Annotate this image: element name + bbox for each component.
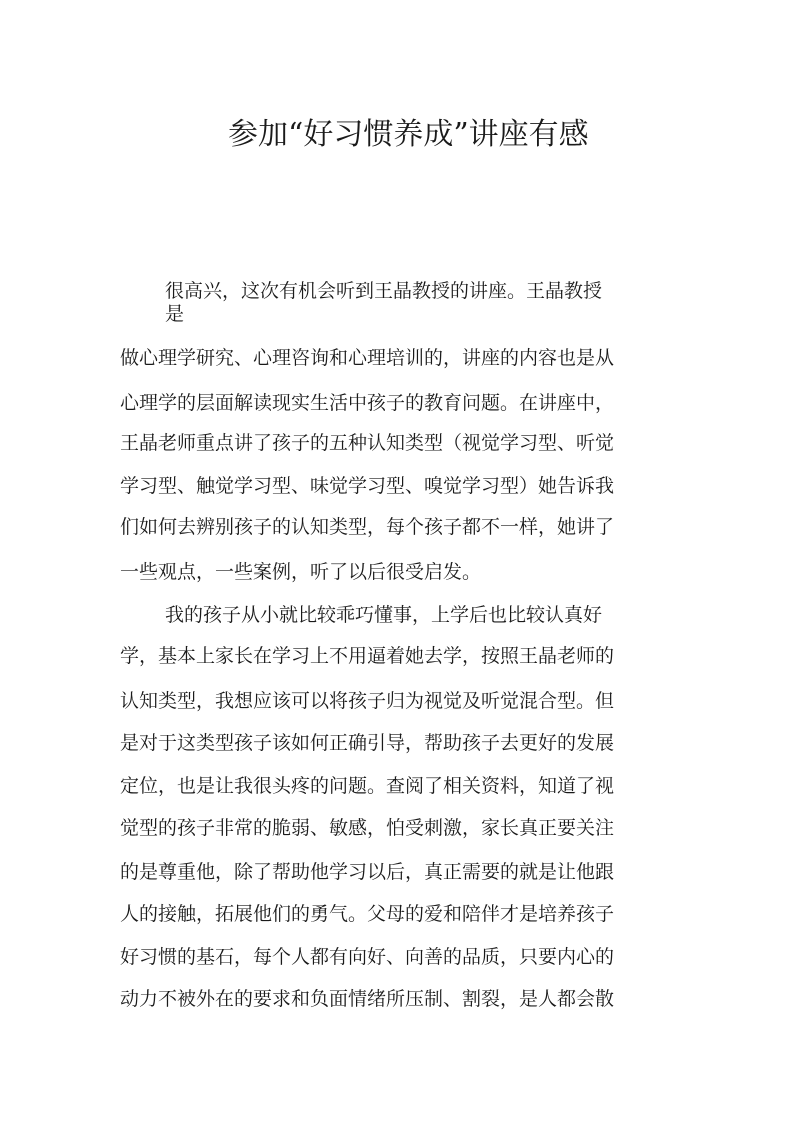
- paragraph-2-line: 学，基本上家长在学习上不用逼着她去学，按照王晶老师的: [120, 645, 615, 667]
- paragraph-2-line: 觉型的孩子非常的脆弱、敏感，怕受刺激，家长真正要关注: [120, 817, 615, 839]
- paragraph-2-line: 好习惯的基石，每个人都有向好、向善的品质，只要内心的: [120, 946, 615, 968]
- paragraph-2-first-line: 我的孩子从小就比较乖巧懂事，上学后也比较认真好: [165, 604, 603, 626]
- paragraph-2-line: 动力不被外在的要求和负面情绪所压制、割裂，是人都会散: [120, 988, 615, 1010]
- paragraph-1-line: 们如何去辨别孩子的认知类型，每个孩子都不一样，她讲了: [120, 516, 615, 538]
- paragraph-2-line: 人的接触，拓展他们的勇气。父母的爱和陪伴才是培养孩子: [120, 903, 615, 925]
- paragraph-1-line: 学习型、触觉学习型、味觉学习型、嗅觉学习型）她告诉我: [120, 475, 615, 497]
- paragraph-2-line: 是对于这类型孩子该如何正确引导，帮助孩子去更好的发展: [120, 732, 615, 754]
- paragraph-1-first-line-tail: 是: [165, 303, 185, 325]
- paragraph-1-line: 王晶老师重点讲了孩子的五种认知类型（视觉学习型、听觉: [120, 432, 615, 454]
- document-title: 参加“好习惯养成”讲座有感: [228, 117, 589, 152]
- paragraph-2-line: 认知类型，我想应该可以将孩子归为视觉及听觉混合型。但: [120, 690, 615, 712]
- paragraph-1-line: 心理学的层面解读现实生活中孩子的教育问题。在讲座中，: [120, 392, 615, 414]
- paragraph-1-first-line: 很高兴，这次有机会听到王晶教授的讲座。王晶教授: [165, 280, 603, 302]
- paragraph-2-line: 的是尊重他，除了帮助他学习以后，真正需要的就是让他跟: [120, 861, 615, 883]
- paragraph-1-line: 一些观点，一些案例，听了以后很受启发。: [120, 561, 482, 583]
- paragraph-1-line: 做心理学研究、心理咨询和心理培训的，讲座的内容也是从: [120, 347, 615, 369]
- paragraph-2-line: 定位，也是让我很头疼的问题。查阅了相关资料，知道了视: [120, 775, 615, 797]
